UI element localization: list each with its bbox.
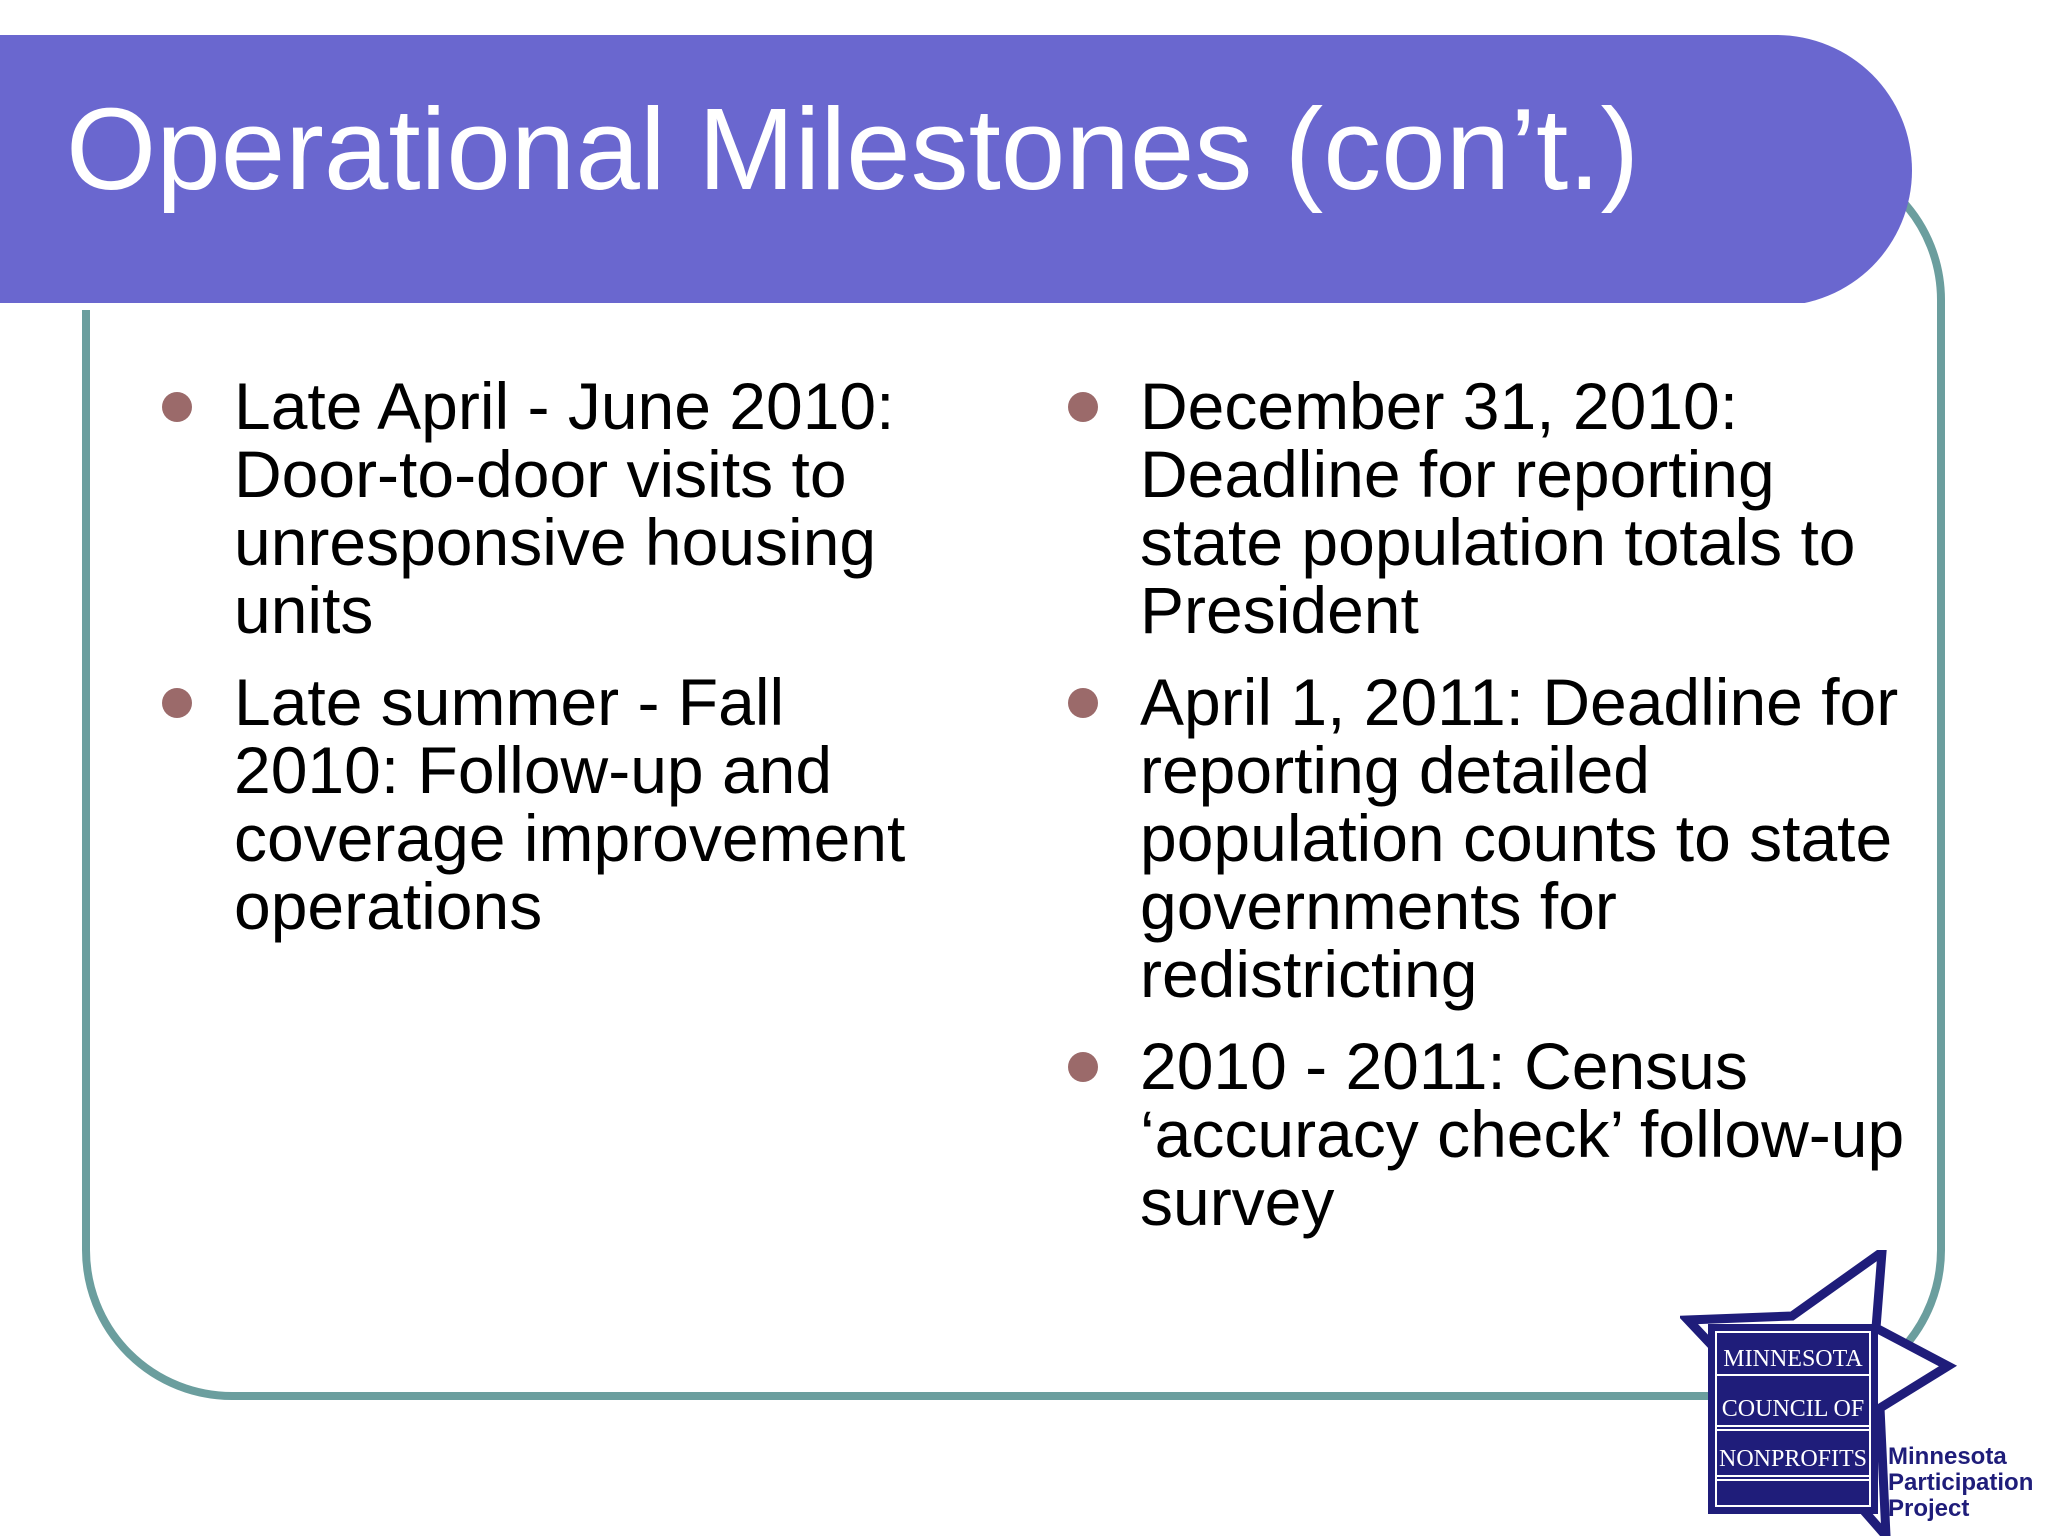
slide-title: Operational Milestones (con’t.) <box>66 84 1640 214</box>
logo-caption <box>1888 1444 2048 1522</box>
list-item-text: Late summer - Fall 2010: Follow-up and coverage improvement operations <box>234 665 906 943</box>
list-item-text: December 31, 2010: Deadline for reporting state population totals to President <box>1140 369 1856 647</box>
right-bullet-list <box>1066 369 1926 1239</box>
logo-caption-line3: Project <box>1888 1495 1970 1522</box>
logo-text-line3: NONPROFITS <box>1718 1446 1868 1472</box>
list-item <box>160 665 950 943</box>
list-item <box>1066 1029 1926 1239</box>
logo-caption-line2: Participation <box>1888 1469 2034 1496</box>
bullet-icon <box>162 688 192 718</box>
list-item <box>1066 369 1926 647</box>
list-item <box>160 369 950 647</box>
bullet-icon <box>1068 392 1098 422</box>
logo-text-line1: MINNESOTA <box>1723 1346 1863 1372</box>
left-column <box>160 369 950 964</box>
list-item-text: Late April - June 2010: Door-to-door visits to unresponsive housing units <box>234 369 895 647</box>
list-item-text: 2010 - 2011: Census ‘accuracy check’ follow-up survey <box>1140 1029 1905 1239</box>
logo-text-line2: COUNCIL OF <box>1721 1396 1865 1422</box>
logo-caption-line1: Minnesota <box>1888 1443 2007 1470</box>
title-underline <box>0 303 1812 310</box>
list-item-text: April 1, 2011: Deadline for reporting detailed population counts to state governments for redistricting <box>1140 665 1899 1011</box>
bullet-icon <box>1068 688 1098 718</box>
right-column <box>1066 369 1926 1260</box>
bullet-icon <box>162 392 192 422</box>
left-bullet-list <box>160 369 950 943</box>
list-item <box>1066 665 1926 1011</box>
bullet-icon <box>1068 1052 1098 1082</box>
